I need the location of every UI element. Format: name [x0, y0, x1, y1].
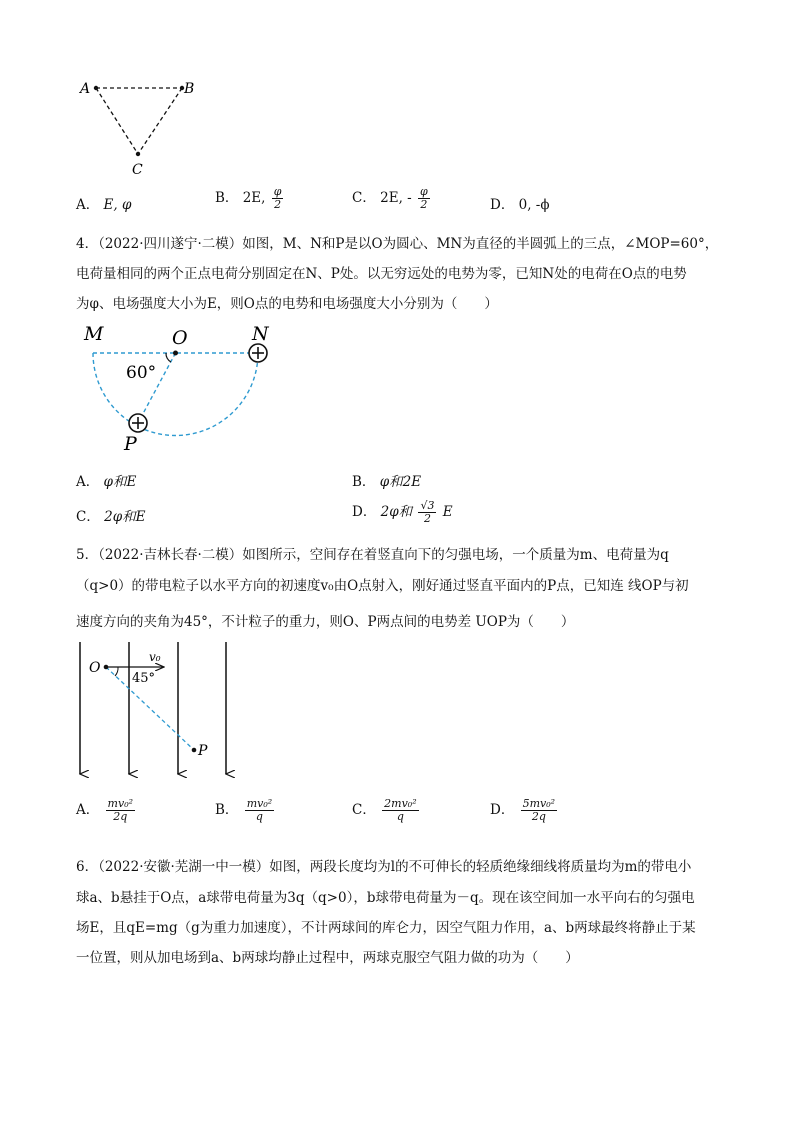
denominator: 2 [420, 198, 428, 212]
q4-option-b[interactable] [352, 470, 421, 490]
q3-option-d[interactable] [490, 193, 550, 213]
label-o: O [89, 660, 101, 676]
label-m: M [84, 323, 104, 345]
numerator: 5mv₀² [522, 797, 556, 810]
option-letter: A． [76, 474, 100, 490]
angle-label: 60° [126, 363, 157, 383]
numerator: √3 [420, 499, 435, 512]
label-v0: v₀ [149, 650, 161, 664]
q4-line-2: 电荷量相同的两个正点电荷分别固定在N、P处。以无穷远处的电势为零，已知N处的电荷在O点的电势 [76, 266, 687, 282]
point-a [94, 86, 98, 90]
fraction [521, 798, 557, 823]
label-o: O [172, 327, 188, 349]
q3-option-b[interactable] [215, 186, 285, 211]
q6-line-4: 一位置，则从加电场到a、b两球均静止过程中，两球克服空气阻力做的功为（ ） [76, 950, 579, 966]
q4-line-1: 4．（2022·四川遂宁·二模）如图，M、N和P是以O为圆心、MN为直径的半圆弧上的三点，∠MOP=60°， [76, 236, 719, 252]
option-letter: B． [352, 474, 376, 490]
option-text: φ和E [103, 474, 137, 490]
label-a: A [80, 81, 91, 97]
option-letter: B． [215, 190, 239, 207]
point-p [192, 748, 197, 753]
denominator: 2 [423, 512, 431, 526]
numerator: φ [273, 185, 282, 198]
q4-line-3: 为φ、电场强度大小为E，则O点的电势和电场强度大小分别为（ ） [76, 296, 498, 312]
q5-line-3: 速度方向的夹角为45°，不计粒子的重力，则O、P两点间的电势差 UOP为（ ） [76, 614, 575, 630]
option-letter: C． [352, 802, 376, 819]
denominator: 2q [531, 810, 546, 824]
numerator: 2mv₀² [384, 797, 417, 810]
numerator: mv₀² [246, 797, 273, 810]
option-letter: C． [352, 190, 376, 207]
denominator: 2q [113, 810, 128, 824]
edge-ac [96, 88, 138, 154]
point-c [136, 152, 140, 156]
option-prefix: 2E, - [380, 190, 412, 207]
angle-arc [115, 667, 118, 676]
semicircle-arc [93, 353, 258, 436]
label-p: P [198, 743, 208, 759]
point-o [104, 665, 109, 670]
option-letter: D． [490, 197, 515, 213]
q5-option-d[interactable] [490, 798, 559, 823]
option-text: 2φ和E [104, 509, 146, 525]
fraction [245, 798, 274, 823]
q5-line-1: 5．（2022·吉林长春·二模）如图所示，空间存在着竖直向下的匀强电场，一个质量为m、电荷量为q [76, 547, 669, 563]
option-suffix: E [442, 504, 453, 521]
numerator: mv₀² [107, 797, 134, 810]
q5-line-2: （q>0）的带电粒子以水平方向的初速度v₀由O点射入，刚好通过竖直平面内的P点，已知连 线OP与初 [76, 578, 689, 594]
angle-arc [166, 353, 171, 362]
q6-line-3: 场E，且qE=mg（g为重力加速度），不计两球间的库仑力，因空气阻力作用，a、b两球最终将静止于某 [76, 920, 696, 936]
q3-option-a[interactable] [76, 193, 131, 213]
point-o [173, 351, 178, 356]
edge-bc [138, 88, 182, 154]
denominator: q [255, 810, 263, 824]
denominator: q [396, 810, 404, 824]
denominator: 2 [274, 198, 282, 212]
label-n: N [252, 323, 269, 345]
option-prefix: 2E, [242, 190, 266, 207]
label-c: C [132, 162, 143, 178]
q3-option-c[interactable] [352, 186, 432, 211]
option-letter: B． [215, 802, 239, 819]
option-text: φ和2E [379, 474, 422, 490]
q4-option-c[interactable] [76, 505, 146, 525]
fraction [418, 186, 430, 211]
option-letter: D． [352, 504, 377, 521]
q5-option-b[interactable] [215, 798, 276, 823]
fraction [382, 798, 418, 823]
q4-option-a[interactable] [76, 470, 136, 490]
option-letter: C． [76, 509, 100, 525]
label-b: B [184, 81, 195, 97]
numerator: φ [420, 185, 428, 198]
electric-field-figure [72, 640, 242, 780]
option-letter: A． [76, 197, 100, 213]
option-prefix: 2φ和 [380, 504, 413, 521]
angle-label: 45° [132, 671, 156, 686]
fraction [272, 186, 284, 211]
option-letter: A． [76, 802, 100, 819]
label-p: P [124, 433, 137, 455]
q5-option-a[interactable] [76, 798, 137, 823]
q5-option-c[interactable] [352, 798, 421, 823]
q6-line-2: 球a、b悬挂于O点，a球带电荷量为3q（q>0），b球带电荷量为－q。现在该空间加一水平向右的匀强电 [76, 890, 695, 906]
triangle-figure [72, 72, 212, 182]
option-text: 0, -ϕ [518, 197, 550, 213]
q4-option-d[interactable] [352, 500, 453, 525]
fraction [418, 500, 436, 525]
option-letter: D． [490, 802, 515, 819]
q6-line-1: 6．（2022·安徽·芜湖一中一模）如图，两段长度均为l的不可伸长的轻质绝缘细线将质量均为m的带电小 [76, 859, 692, 875]
semicircle-figure [76, 318, 286, 455]
option-text: E, φ [103, 197, 132, 213]
fraction [106, 798, 135, 823]
